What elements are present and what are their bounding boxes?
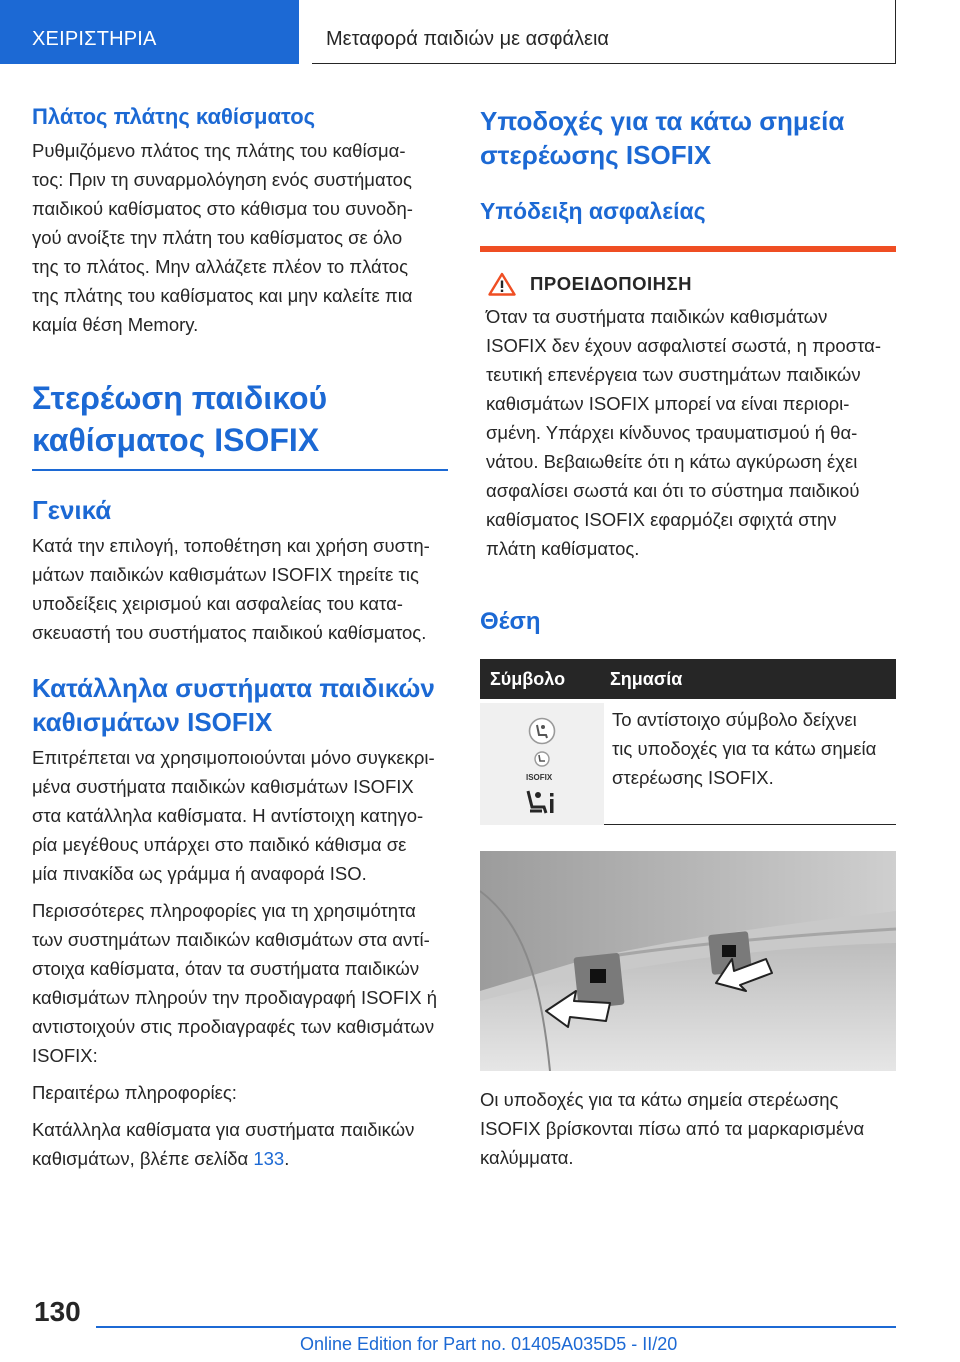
general-heading: Γενικά — [32, 495, 112, 525]
col-meaning-header: Σημασία — [610, 668, 683, 689]
more-info-paragraph: Περισσότερες πληροφορίες για τη χρησιμότητα των συστημάτων παιδικών καθισμάτων στα αντί‐ στοιχα καθίσματα, όταν τα συστήματα παιδικών καθισμάτων πληρούν την προδιαγραφή ISOFIX ή αντιστοιχούν στις προδιαγραφές των καθισμάτων ISOFIX: — [32, 900, 438, 1066]
child-seat-icon — [528, 717, 556, 745]
reference-paragraph: Κατάλληλα καθίσματα για συστήματα παιδικών καθισμάτων, βλέπε σελίδα 133. — [32, 1119, 415, 1169]
further-info-label: Περαιτέρω πληροφορίες: — [32, 1082, 237, 1103]
col-symbol-header: Σύμβολο — [490, 668, 566, 689]
position-heading: Θέση — [480, 608, 541, 635]
table-row — [480, 699, 896, 825]
width-heading: Πλάτος πλάτης καθίσματος — [32, 104, 316, 129]
isofix-badge-label: ISOFIX — [526, 773, 553, 782]
width-paragraph: Ρυθμιζόμενο πλάτος της πλάτης του καθίσμα‐ τος: Πριν τη συναρμολόγηση ενός συστήματος παιδικού καθίσματος στο κάθισμα του συνοδη‐ γού ανοίξτε την πλάτη του καθίσματος σε όλο της το πλάτος. Μην αλλάζετε πλέον το πλάτος της πλάτης του καθίσματος και μην καλείτε πια καμία θέση Memory. — [32, 140, 413, 335]
warning-text: Όταν τα συστήματα παιδικών καθισμάτων ISOFIX δεν έχουν ασφαλιστεί σωστά, η προστα‐ τευτική επενέργεια των συστημάτων παιδικών καθισμάτων ISOFIX μπορεί να είναι περιορι‐ σμένη. Υπάρχει κίνδυνος τραυματισμού ή θα‐ νάτου. Βεβαιωθείτε ότι η κάτω αγκύρωση έχει ασφαλίσει σωστά και ότι το σύστημα παιδικού καθίσματος ISOFIX εφαρμόζει σφιχτά στην πλάτη καθίσματος. — [486, 306, 881, 559]
footer-divider — [96, 1326, 896, 1328]
left-column — [32, 92, 448, 1173]
page-number: 130 — [34, 1296, 81, 1327]
photo-caption: Οι υποδοχές για τα κάτω σημεία στερέωσης ISOFIX βρίσκονται πίσω από τα μαρκαρισμένα καλύμματα. — [480, 1089, 865, 1168]
anchor-title: Υποδοχές για τα κάτω σημεία στερέωσης ISOFIX — [480, 106, 845, 170]
header-chapter-label: Μεταφορά παιδιών με ασφάλεια — [326, 28, 609, 50]
warning-title: ΠΡΟΕΙΔΟΠΟΙΗΣΗ — [530, 273, 692, 294]
warning-title-row — [488, 272, 896, 296]
isofix-photo — [480, 851, 896, 1071]
header-section-label: ΧΕΙΡΙΣΤΗΡΙΑ — [32, 28, 157, 50]
warning-triangle-icon — [488, 272, 516, 296]
general-paragraph: Κατά την επιλογή, τοποθέτηση και χρήση συστη‐ μάτων παιδικών καθισμάτων ISOFIX τηρείτε τις υποδείξεις χειρισμού και ασφαλείας του κατα‐ σκευαστή του συστήματος παιδικού καθίσματος. — [32, 535, 430, 643]
rear-seat-illustration — [480, 851, 896, 1071]
suitable-paragraph: Επιτρέπεται να χρησιμοποιούνται μόνο συγκεκρι‐ μένα συστήματα παιδικών καθισμάτων ISOFIX στα κατάλληλα καθίσματα. Η αντίστοιχη κατηγο‐ ρία μεγέθους υπάρχει στο παιδικό κάθισμα σε μία πινακίδα ως γράμμα ή αναφορά ISO. — [32, 747, 435, 884]
isofix-title: Στερέωση παιδικού καθίσματος ISOFIX — [32, 380, 328, 458]
page-reference-link[interactable]: 133 — [253, 1148, 285, 1169]
child-seat-info-icon — [524, 787, 558, 817]
suitable-heading: Κατάλληλα συστήματα παιδικών καθισμάτων ISOFIX — [32, 673, 435, 737]
right-column — [480, 92, 896, 1172]
title-divider — [32, 469, 448, 471]
symbol-table-header — [480, 659, 896, 699]
footer-edition: Online Edition for Part no. 01405A035D5 - II/20 — [300, 1334, 678, 1354]
meaning-text: Το αντίστοιχο σύμβολο δείχνει τις υποδοχές για τα κάτω σημεία στερέωσης ISOFIX. — [612, 709, 877, 788]
warning-bar — [480, 246, 896, 252]
isofix-badge-icon — [528, 751, 556, 775]
symbol-cell — [480, 703, 604, 825]
meaning-cell — [604, 699, 894, 824]
safety-heading: Υπόδειξη ασφαλείας — [480, 198, 706, 224]
header-chapter-box — [312, 0, 896, 64]
header-section-tab — [0, 0, 299, 64]
